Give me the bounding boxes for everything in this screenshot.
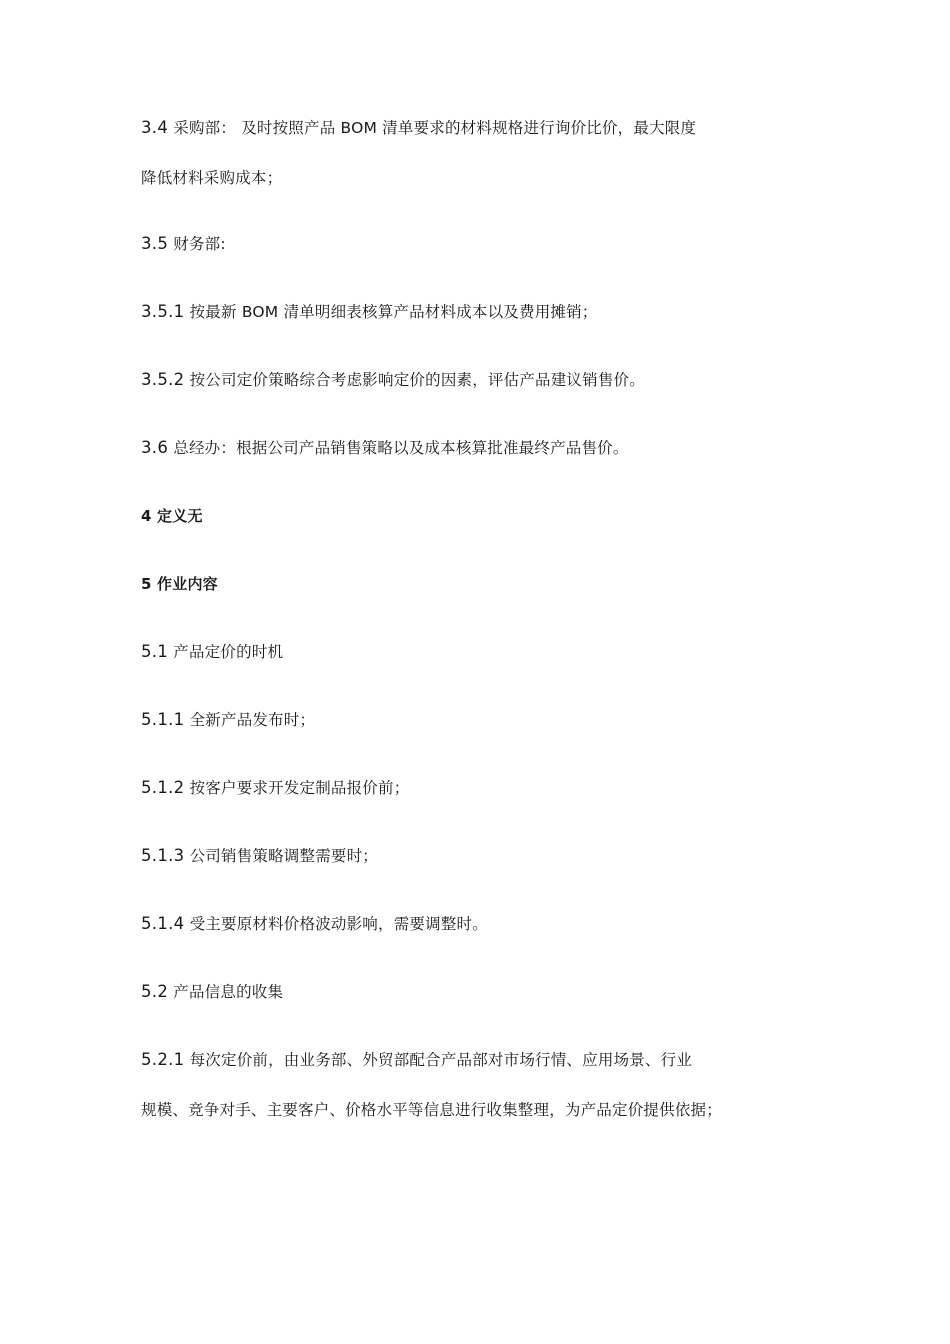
section-3-6-general-office [141, 438, 629, 458]
section-5-2 [141, 982, 283, 1002]
section-text: 按公司定价策略综合考虑影响定价的因素，评估产品建议销售价。 [184, 371, 645, 389]
section-number: 5.2.1 [141, 1050, 185, 1069]
section-text: 财务部: [168, 235, 226, 253]
section-number: 5.1.4 [141, 914, 185, 933]
section-5-1-4 [141, 914, 488, 934]
section-5-2-1-continued [141, 1100, 722, 1120]
section-number: 3.5 [141, 234, 169, 253]
heading-text: 5 作业内容 [141, 575, 218, 593]
section-3-5-2 [141, 370, 645, 390]
section-number: 3.4 [141, 118, 169, 137]
section-5-1-1 [141, 710, 315, 730]
section-5-1 [141, 642, 283, 662]
section-number: 5.1 [141, 642, 169, 661]
section-number: 3.5.2 [141, 370, 185, 389]
section-5-2-1 [141, 1050, 692, 1070]
section-number: 3.5.1 [141, 302, 185, 321]
section-3-4-continued [141, 168, 282, 188]
section-text: 总经办：根据公司产品销售策略以及成本核算批准最终产品售价。 [168, 439, 629, 457]
heading-text: 4 定义无 [141, 507, 203, 525]
heading-4-definitions [141, 506, 203, 526]
section-5-1-2 [141, 778, 409, 798]
section-text: 按客户要求开发定制品报价前； [184, 779, 410, 797]
section-text: 按最新 BOM 清单明细表核算产品材料成本以及费用摊销； [184, 303, 598, 321]
section-text: 受主要原材料价格波动影响，需要调整时。 [184, 915, 488, 933]
section-3-5-finance [141, 234, 226, 254]
section-text: 产品信息的收集 [168, 983, 284, 1001]
section-text: 每次定价前，由业务部、外贸部配合产品部对市场行情、应用场景、行业 [184, 1051, 693, 1069]
section-text: 全新产品发布时； [184, 711, 316, 729]
section-number: 5.2 [141, 982, 169, 1001]
section-3-5-1 [141, 302, 598, 322]
section-number: 5.1.2 [141, 778, 185, 797]
heading-5-work-content [141, 574, 218, 594]
section-3-4-purchasing [141, 118, 696, 138]
section-number: 5.1.3 [141, 846, 185, 865]
section-text: 公司销售策略调整需要时； [184, 847, 379, 865]
section-text: 采购部： 及时按照产品 BOM 清单要求的材料规格进行询价比价，最大限度 [168, 119, 697, 137]
section-text: 产品定价的时机 [168, 643, 284, 661]
section-text: 降低材料采购成本； [141, 169, 283, 187]
section-number: 5.1.1 [141, 710, 185, 729]
section-5-1-3 [141, 846, 378, 866]
section-text: 规模、竞争对手、主要客户、价格水平等信息进行收集整理，为产品定价提供依据； [141, 1101, 722, 1119]
section-number: 3.6 [141, 438, 169, 457]
